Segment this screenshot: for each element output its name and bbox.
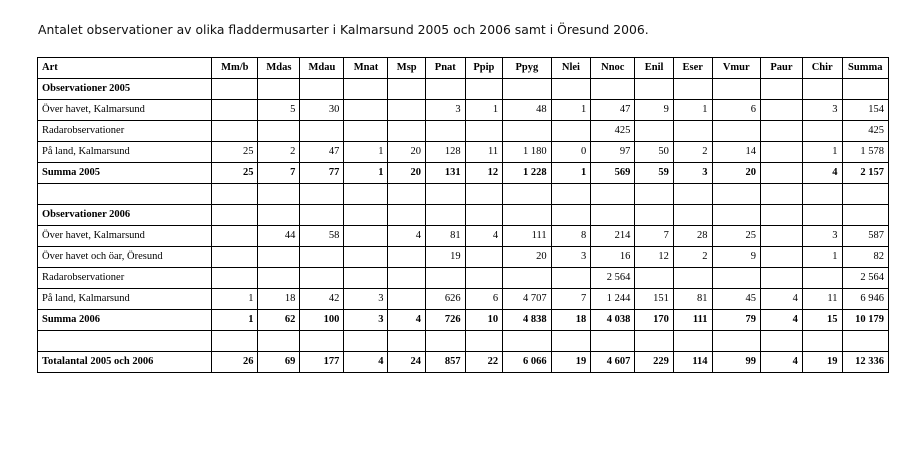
table-cell [344, 331, 388, 352]
table-cell [388, 79, 425, 100]
table-cell: 79 [712, 310, 761, 331]
table-cell: 30 [300, 100, 344, 121]
table-cell: 11 [802, 289, 842, 310]
table-cell: 4 [344, 352, 388, 373]
table-cell: 20 [388, 163, 425, 184]
table-row [38, 289, 889, 310]
table-cell: 7 [551, 289, 591, 310]
table-cell [712, 121, 761, 142]
table-cell [503, 205, 552, 226]
table-cell [300, 79, 344, 100]
table-cell [300, 331, 344, 352]
table-cell [503, 268, 552, 289]
table-cell [300, 184, 344, 205]
table-cell: 1 [212, 310, 258, 331]
table-cell: 81 [673, 289, 712, 310]
table-cell [761, 100, 803, 121]
table-cell [673, 205, 712, 226]
table-cell: 58 [300, 226, 344, 247]
section-row [38, 205, 889, 226]
table-cell [212, 184, 258, 205]
table-cell [712, 205, 761, 226]
table-cell [673, 121, 712, 142]
table-cell [591, 184, 635, 205]
table-caption: Antalet observationer av olika fladdermusarter i Kalmarsund 2005 och 2006 samt i Öresund 2006. [38, 22, 649, 37]
table-cell: 1 244 [591, 289, 635, 310]
table-cell: 97 [591, 142, 635, 163]
table-cell: 0 [551, 142, 591, 163]
spacer-row [38, 331, 889, 352]
table-cell [344, 268, 388, 289]
table-cell: 77 [300, 163, 344, 184]
table-cell: 4 [465, 226, 502, 247]
table-cell: 626 [425, 289, 465, 310]
table-cell [388, 289, 425, 310]
table-cell [712, 184, 761, 205]
table-cell [761, 268, 803, 289]
column-header: Enil [635, 58, 674, 79]
table-cell: 2 [673, 142, 712, 163]
table-cell [388, 268, 425, 289]
table-cell [842, 184, 888, 205]
table-cell: 62 [258, 310, 300, 331]
table-cell [212, 100, 258, 121]
table-cell [503, 184, 552, 205]
table-cell: 22 [465, 352, 502, 373]
table-cell: 1 [465, 100, 502, 121]
row-label: Summa 2005 [38, 163, 212, 184]
table-cell: 20 [712, 163, 761, 184]
table-cell [761, 184, 803, 205]
table-cell [344, 184, 388, 205]
table-cell: 170 [635, 310, 674, 331]
table-cell: 19 [425, 247, 465, 268]
row-label: Radarobservationer [38, 121, 212, 142]
table-cell: 1 [802, 247, 842, 268]
row-label: Över havet, Kalmarsund [38, 226, 212, 247]
table-cell: 69 [258, 352, 300, 373]
table-cell [425, 121, 465, 142]
table-cell [712, 268, 761, 289]
row-label [38, 184, 212, 205]
table-cell: 2 [258, 142, 300, 163]
table-cell: 3 [425, 100, 465, 121]
row-label: På land, Kalmarsund [38, 142, 212, 163]
table-cell: 9 [712, 247, 761, 268]
table-cell: 6 066 [503, 352, 552, 373]
table-cell: 4 [761, 289, 803, 310]
column-header: Ppyg [503, 58, 552, 79]
table-cell: 3 [344, 310, 388, 331]
row-label: Observationer 2005 [38, 79, 212, 100]
total-row [38, 352, 889, 373]
table-cell [465, 247, 502, 268]
column-header: Mdas [258, 58, 300, 79]
spacer-row [38, 184, 889, 205]
table-cell [673, 79, 712, 100]
table-cell [425, 331, 465, 352]
table-cell [258, 184, 300, 205]
table-cell: 42 [300, 289, 344, 310]
table-cell: 4 707 [503, 289, 552, 310]
table-cell: 28 [673, 226, 712, 247]
table-cell [635, 331, 674, 352]
column-header: Eser [673, 58, 712, 79]
table-cell: 9 [635, 100, 674, 121]
table-cell: 151 [635, 289, 674, 310]
table-cell [344, 100, 388, 121]
table-cell [258, 205, 300, 226]
table-cell: 3 [551, 247, 591, 268]
table-cell: 177 [300, 352, 344, 373]
table-cell: 3 [802, 100, 842, 121]
table-cell: 4 [388, 310, 425, 331]
table-cell [802, 331, 842, 352]
table-cell: 20 [388, 142, 425, 163]
column-header: Pnat [425, 58, 465, 79]
table-cell: 1 578 [842, 142, 888, 163]
column-header: Msp [388, 58, 425, 79]
table-cell: 47 [300, 142, 344, 163]
column-header: Paur [761, 58, 803, 79]
table-cell: 4 838 [503, 310, 552, 331]
table-cell [258, 247, 300, 268]
table-cell: 111 [673, 310, 712, 331]
table-cell [551, 121, 591, 142]
table-cell: 81 [425, 226, 465, 247]
table-row [38, 142, 889, 163]
column-header: Vmur [712, 58, 761, 79]
table-cell: 12 336 [842, 352, 888, 373]
table-cell [503, 79, 552, 100]
table-cell [258, 121, 300, 142]
table-cell [212, 331, 258, 352]
row-label: På land, Kalmarsund [38, 289, 212, 310]
table-cell [344, 226, 388, 247]
table-cell [591, 79, 635, 100]
table-cell: 8 [551, 226, 591, 247]
table-cell [344, 121, 388, 142]
table-cell [551, 205, 591, 226]
table-cell: 114 [673, 352, 712, 373]
table-cell: 569 [591, 163, 635, 184]
table-cell: 1 [802, 142, 842, 163]
table-row [38, 100, 889, 121]
table-cell: 1 [673, 100, 712, 121]
table-cell [551, 268, 591, 289]
table-cell: 25 [212, 142, 258, 163]
table-cell: 1 180 [503, 142, 552, 163]
observations-table [37, 57, 889, 373]
table-cell [425, 205, 465, 226]
column-header: Mm/b [212, 58, 258, 79]
table-cell [388, 184, 425, 205]
table-cell [258, 268, 300, 289]
table-cell: 1 [212, 289, 258, 310]
column-header: Chir [802, 58, 842, 79]
table-cell: 6 [712, 100, 761, 121]
table-cell [673, 331, 712, 352]
table-cell [388, 100, 425, 121]
row-label [38, 331, 212, 352]
table-cell [802, 79, 842, 100]
row-label: Över havet och öar, Öresund [38, 247, 212, 268]
table-cell: 48 [503, 100, 552, 121]
table-cell [802, 268, 842, 289]
table-cell: 4 [761, 352, 803, 373]
table-cell: 1 [551, 163, 591, 184]
table-cell: 15 [802, 310, 842, 331]
table-cell [591, 331, 635, 352]
table-cell: 18 [258, 289, 300, 310]
table-cell [635, 184, 674, 205]
table-cell: 587 [842, 226, 888, 247]
table-cell: 16 [591, 247, 635, 268]
table-cell: 6 946 [842, 289, 888, 310]
table-cell: 47 [591, 100, 635, 121]
table-cell: 3 [802, 226, 842, 247]
total-row [38, 163, 889, 184]
table-cell: 4 [388, 226, 425, 247]
column-header: Ppip [465, 58, 502, 79]
table-cell: 10 [465, 310, 502, 331]
table-cell [388, 205, 425, 226]
table-cell [388, 247, 425, 268]
table-cell: 1 [551, 100, 591, 121]
table-cell: 19 [551, 352, 591, 373]
table-cell: 100 [300, 310, 344, 331]
table-cell: 26 [212, 352, 258, 373]
table-cell [465, 331, 502, 352]
table-cell: 2 564 [591, 268, 635, 289]
row-label: Radarobservationer [38, 268, 212, 289]
row-label: Observationer 2006 [38, 205, 212, 226]
table-cell [635, 205, 674, 226]
table-row [38, 247, 889, 268]
column-header: Mdau [300, 58, 344, 79]
table-cell: 425 [591, 121, 635, 142]
table-cell [425, 268, 465, 289]
table-row [38, 226, 889, 247]
table-cell: 425 [842, 121, 888, 142]
table-cell: 214 [591, 226, 635, 247]
table-cell: 4 [802, 163, 842, 184]
table-cell: 154 [842, 100, 888, 121]
table-cell [761, 331, 803, 352]
table-cell [258, 79, 300, 100]
table-cell [465, 205, 502, 226]
table-cell [635, 268, 674, 289]
table-cell [425, 184, 465, 205]
table-cell: 7 [635, 226, 674, 247]
table-cell [551, 331, 591, 352]
table-cell [258, 331, 300, 352]
table-cell: 5 [258, 100, 300, 121]
table-cell [673, 184, 712, 205]
table-cell: 2 157 [842, 163, 888, 184]
table-cell: 857 [425, 352, 465, 373]
table-cell: 7 [258, 163, 300, 184]
table-cell [300, 205, 344, 226]
table-cell: 726 [425, 310, 465, 331]
table-cell [212, 121, 258, 142]
table-cell [842, 79, 888, 100]
table-cell: 2 564 [842, 268, 888, 289]
table-cell [761, 79, 803, 100]
table-cell [465, 79, 502, 100]
table-cell: 10 179 [842, 310, 888, 331]
table-cell [802, 184, 842, 205]
table-cell [465, 121, 502, 142]
table-cell [761, 142, 803, 163]
table-cell [761, 163, 803, 184]
table-cell [761, 247, 803, 268]
table-cell [212, 205, 258, 226]
table-cell: 12 [635, 247, 674, 268]
header-row [38, 58, 889, 79]
table-cell: 14 [712, 142, 761, 163]
table-cell: 1 228 [503, 163, 552, 184]
table-cell: 1 [344, 142, 388, 163]
table-cell: 25 [712, 226, 761, 247]
table-cell [300, 121, 344, 142]
table-cell [712, 79, 761, 100]
table-cell [761, 226, 803, 247]
table-cell [344, 79, 388, 100]
table-cell [842, 331, 888, 352]
table-cell [465, 268, 502, 289]
table-cell [503, 121, 552, 142]
table-cell: 3 [344, 289, 388, 310]
table-cell: 1 [344, 163, 388, 184]
table-cell: 82 [842, 247, 888, 268]
column-header: Art [38, 58, 212, 79]
column-header: Nnoc [591, 58, 635, 79]
table-cell [802, 205, 842, 226]
table-cell [212, 226, 258, 247]
table-cell [673, 268, 712, 289]
table-cell [344, 247, 388, 268]
table-cell: 229 [635, 352, 674, 373]
table-cell: 2 [673, 247, 712, 268]
table-cell [761, 121, 803, 142]
table-cell [300, 268, 344, 289]
table-cell: 99 [712, 352, 761, 373]
table-body [38, 79, 889, 373]
table-cell: 20 [503, 247, 552, 268]
table-cell: 111 [503, 226, 552, 247]
section-row [38, 79, 889, 100]
table-cell: 44 [258, 226, 300, 247]
table-cell: 25 [212, 163, 258, 184]
table-cell: 59 [635, 163, 674, 184]
column-header: Mnat [344, 58, 388, 79]
row-label: Över havet, Kalmarsund [38, 100, 212, 121]
table-cell [503, 331, 552, 352]
table-cell [712, 331, 761, 352]
row-label: Totalantal 2005 och 2006 [38, 352, 212, 373]
table-cell [212, 247, 258, 268]
table-row [38, 121, 889, 142]
table-cell [344, 205, 388, 226]
column-header: Summa [842, 58, 888, 79]
table-cell: 3 [673, 163, 712, 184]
table-cell [551, 184, 591, 205]
table-cell: 45 [712, 289, 761, 310]
table-cell: 131 [425, 163, 465, 184]
table-cell [388, 331, 425, 352]
table-cell [761, 205, 803, 226]
table-cell: 19 [802, 352, 842, 373]
row-label: Summa 2006 [38, 310, 212, 331]
table-cell: 128 [425, 142, 465, 163]
table-cell: 4 [761, 310, 803, 331]
table-cell [425, 79, 465, 100]
column-header: Nlei [551, 58, 591, 79]
table-cell [551, 79, 591, 100]
table-cell: 4 038 [591, 310, 635, 331]
table-cell: 4 607 [591, 352, 635, 373]
table-cell: 24 [388, 352, 425, 373]
table-cell [635, 121, 674, 142]
table-cell [300, 247, 344, 268]
table-row [38, 268, 889, 289]
table-cell: 6 [465, 289, 502, 310]
table-cell: 12 [465, 163, 502, 184]
table-cell: 50 [635, 142, 674, 163]
table-cell [842, 205, 888, 226]
table-cell [465, 184, 502, 205]
table-cell: 11 [465, 142, 502, 163]
table-cell [212, 268, 258, 289]
table-cell [802, 121, 842, 142]
table-cell: 18 [551, 310, 591, 331]
table-cell [388, 121, 425, 142]
table-cell [591, 205, 635, 226]
table-cell [212, 79, 258, 100]
table-cell [635, 79, 674, 100]
total-row [38, 310, 889, 331]
